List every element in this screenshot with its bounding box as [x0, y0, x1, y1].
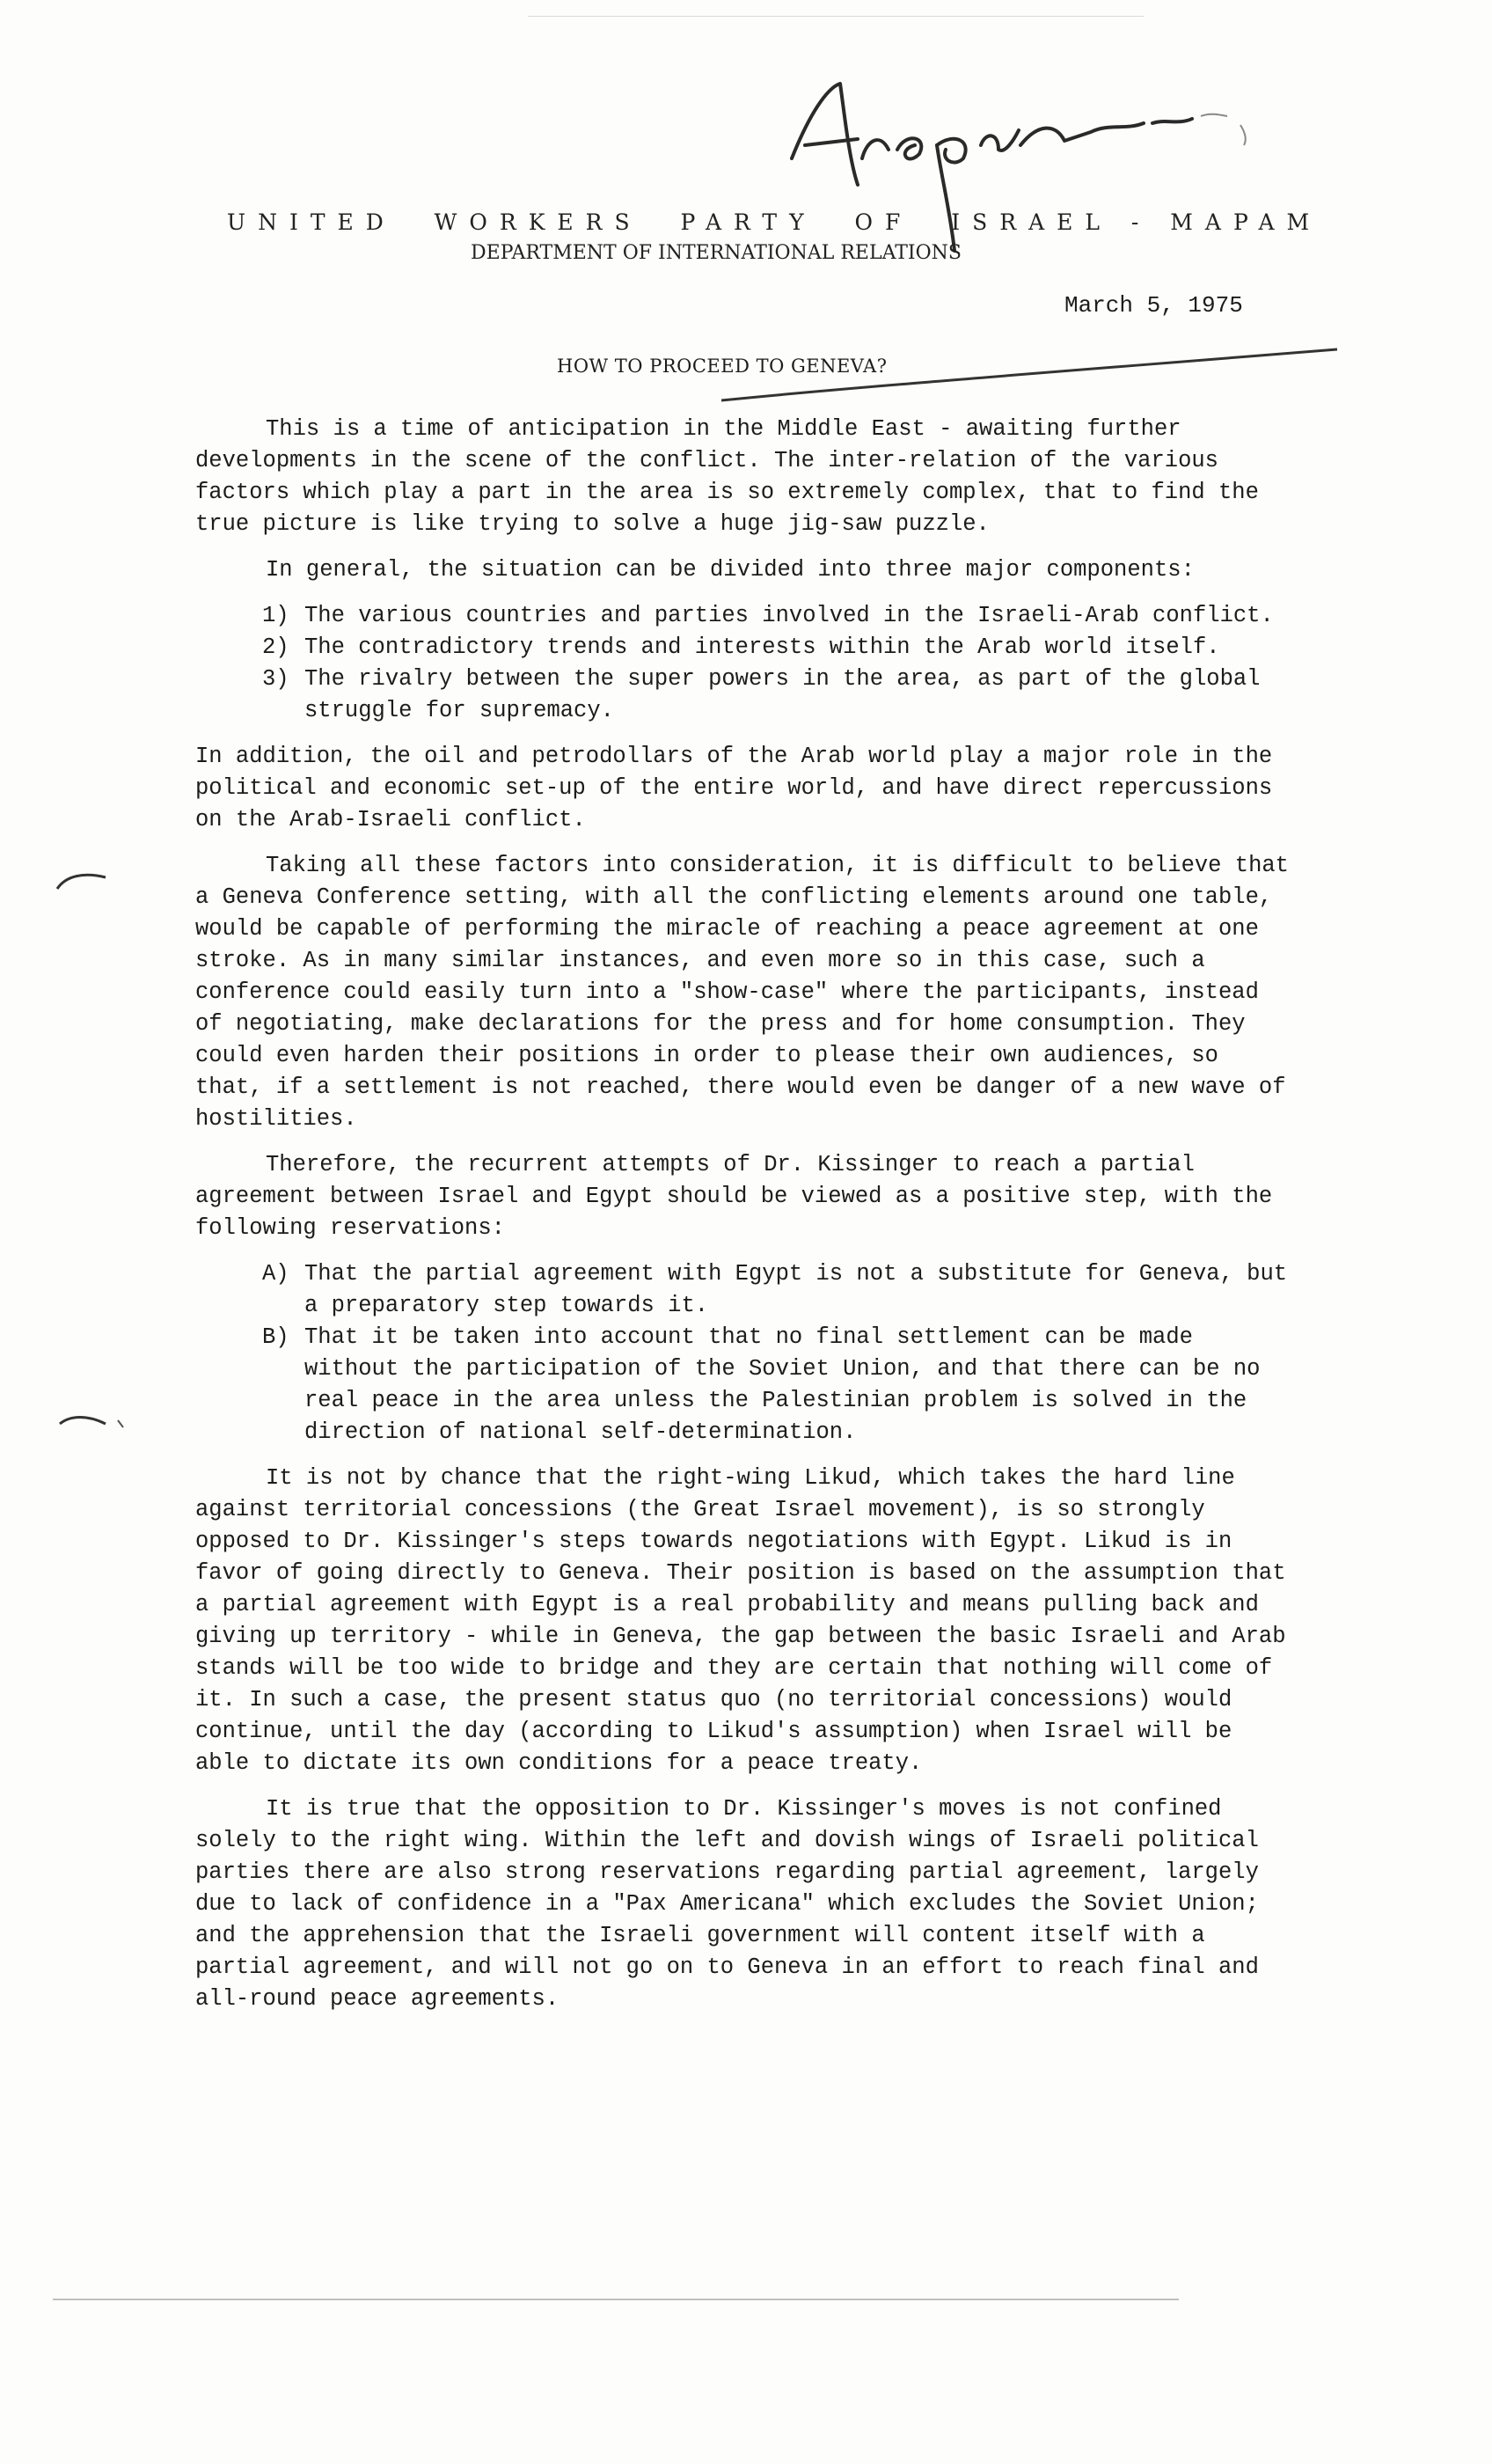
- components-list: [195, 600, 1295, 727]
- paragraph-2: In general, the situation can be divided into three major components:: [266, 557, 1195, 583]
- list-item: [195, 632, 1295, 664]
- paragraph-6: It is not by chance that the right-wing Likud, which takes the hard line against territorial concessions (the Great Israel movement), is so strongly opposed to Dr. Kissinger's steps towards negotiations with Egypt. Likud is in favor of going directly to Geneva. Their position is based on the assumption that a partial agreement with Egypt is a real probability and means pulling back and giving up territory - while in Geneva, the gap between the basic Israeli and Arab stands will be too wide to bridge and they are certain that nothing will come of it. In such a case, the present status quo (no territorial concessions) would continue, until the day (according to Likud's assumption) when Israel will be able to dictate its own conditions for a peace treaty.: [195, 1465, 1286, 1776]
- scan-edge-line: [53, 2299, 1179, 2300]
- document-title: HOW TO PROCEED TO GENEVA?: [557, 356, 888, 377]
- list-label: 3): [262, 666, 289, 692]
- list-text: The various countries and parties involved in the Israeli-Arab conflict.: [304, 603, 1274, 628]
- list-item: [195, 664, 1295, 727]
- list-item: [195, 600, 1295, 632]
- margin-tick-mark: [53, 867, 114, 893]
- reservations-list: [195, 1258, 1295, 1448]
- paragraph-3: In addition, the oil and petrodollars of the Arab world play a major role in the political and economic set-up of the entire world, and have direct repercussions on the Arab-Israeli conflict.: [195, 744, 1273, 832]
- list-text: That the partial agreement with Egypt is not a substitute for Geneva, but a preparatory step towards it.: [304, 1261, 1288, 1318]
- paragraph-5: Therefore, the recurrent attempts of Dr. Kissinger to reach a partial agreement between Israel and Egypt should be viewed as a positive step, with the following reservations:: [195, 1152, 1273, 1241]
- document-date: March 5, 1975: [1064, 292, 1243, 319]
- list-item: [195, 1322, 1295, 1448]
- department-header: DEPARTMENT OF INTERNATIONAL RELATIONS: [471, 242, 962, 264]
- list-label: 1): [262, 603, 289, 628]
- margin-tick-mark: [53, 1408, 132, 1434]
- party-name-header: UNITED WORKERS PARTY OF ISRAEL - MAPAM: [227, 209, 1322, 235]
- list-label: 2): [262, 634, 289, 660]
- list-label: A): [262, 1261, 289, 1287]
- list-label: B): [262, 1324, 289, 1350]
- list-text: The contradictory trends and interests within the Arab world itself.: [304, 634, 1220, 660]
- paragraph-1: This is a time of anticipation in the Middle East - awaiting further developments in the scene of the conflict. The inter-relation of the various factors which play a part in the area is so extremely complex, that to find the true picture is like trying to solve a huge jig-saw puzzle.: [195, 416, 1259, 537]
- list-text: The rivalry between the super powers in the area, as part of the global struggle for supremacy.: [304, 666, 1261, 723]
- paragraph-4: Taking all these factors into consideration, it is difficult to believe that a Geneva Conference setting, with all the conflicting elements around one table, would be capable of performing the miracle of reaching a peace agreement at one stroke. As in many similar instances, and even more so in this case, such a conference could easily turn into a "show-case" where the participants, instead of negotiating, make declarations for the press and for home consumption. They could even harden their positions in order to please their own audiences, so that, if a settlement is not reached, there would even be danger of a new wave of hostilities.: [195, 853, 1289, 1132]
- scan-edge-line: [528, 16, 1144, 17]
- list-text: That it be taken into account that no final settlement can be made without the participation of the Soviet Union, and that there can be no real peace in the area unless the Palestinian problem is solved in the direction of national self-determination.: [304, 1324, 1261, 1445]
- pen-stroke-underline: [721, 348, 1337, 409]
- paragraph-7: It is true that the opposition to Dr. Kissinger's moves is not confined solely to the right wing. Within the left and dovish wings of Israeli political parties there are also strong reservations regarding partial agreement, largely due to lack of confidence in a "Pax Americana" which excludes the Soviet Union; and the apprehension that the Israeli government will content itself with a partial agreement, and will not go on to Geneva in an effort to reach final and all-round peace agreements.: [195, 1796, 1259, 2012]
- document-body: [195, 414, 1295, 2029]
- list-item: [195, 1258, 1295, 1322]
